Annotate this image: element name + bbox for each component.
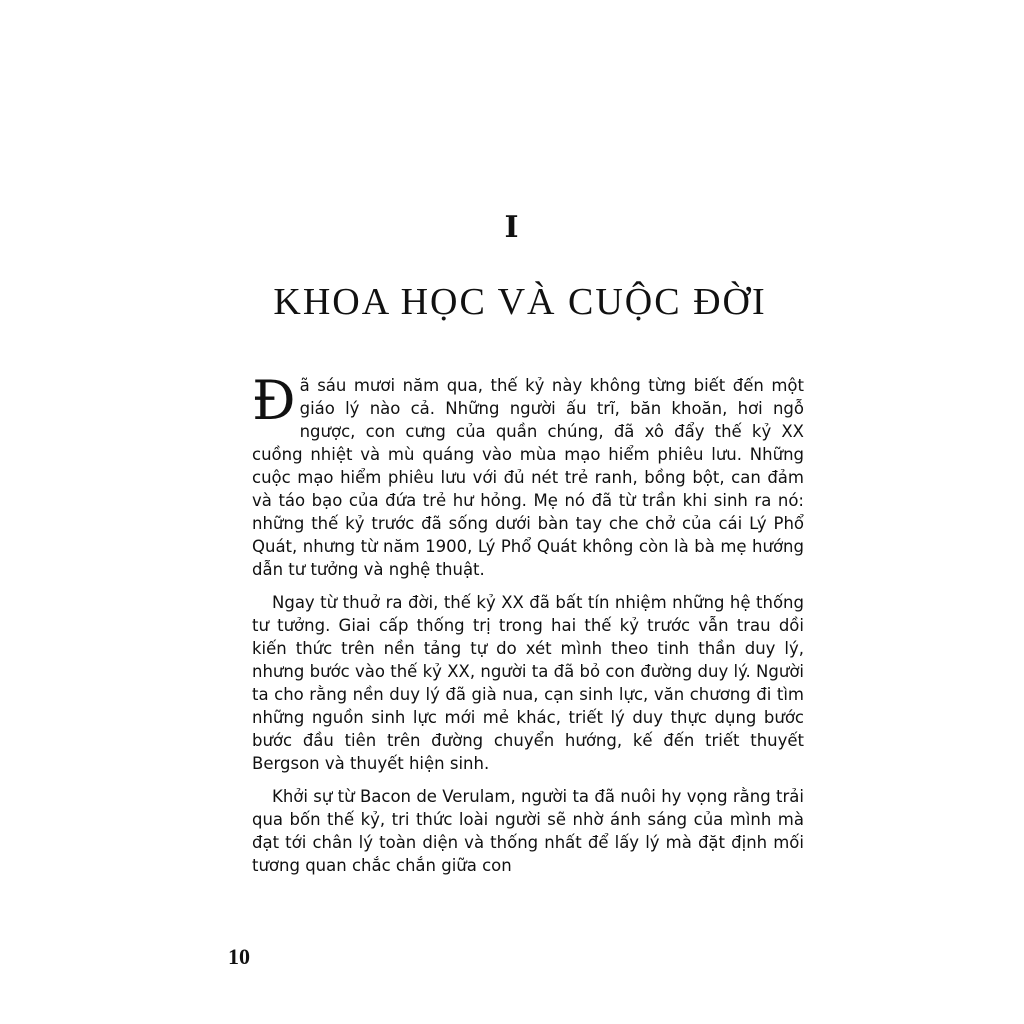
drop-cap: Đ [252, 369, 296, 432]
paragraph-1 [252, 369, 804, 581]
paragraph-3: Khởi sự từ Bacon de Verulam, người ta đã nuôi hy vọng rằng trải qua bốn thế kỷ, tri thức loài người sẽ nhờ ánh sáng của mình mà đạt tới chân lý toàn diện và thống nhất để lấy lý mà đặt định mối tương quan chắc chắn giữa con [252, 787, 804, 875]
paragraph-1-text: ã sáu mươi năm qua, thế kỷ này không từng biết đến một giáo lý nào cả. Những người ấu trĩ, băn khoăn, hơi ngỗ ngược, con cưng của quần chúng, đã xô đẩy thế kỷ XX cuồng nhiệt và mù quáng vào mùa mạo hiểm phiêu lưu. Những cuộc mạo hiểm phiêu lưu với đủ nét trẻ ranh, bồng bột, can đảm và táo bạo của đứa trẻ hư hỏng. Mẹ nó đã từ trần khi sinh ra nó: những thế kỷ trước đã sống dưới bàn tay che chở của cái Lý Phổ Quát, nhưng từ năm 1900, Lý Phổ Quát không còn là bà mẹ hướng dẫn tư tưởng và nghệ thuật. [252, 376, 804, 579]
paragraph-2: Ngay từ thuở ra đời, thế kỷ XX đã bất tín nhiệm những hệ thống tư tưởng. Giai cấp thống trị trong hai thế kỷ trước vẫn trau dồi kiến thức trên nền tảng tự do xét mình theo tinh thần duy lý, nhưng bước vào thế kỷ XX, người ta đã bỏ con đường duy lý. Người ta cho rằng nền duy lý đã già nua, cạn sinh lực, văn chương đi tìm những nguồn sinh lực mới mẻ khác, triết lý duy thực dụng bước bước đầu tiên trên đường chuyển hướng, kế đến triết thuyết Bergson và thuyết hiện sinh. [252, 593, 804, 773]
page-number: 10 [228, 944, 250, 969]
body-text [252, 369, 804, 887]
chapter-title: KHOA HỌC VÀ CUỘC ĐỜI [273, 281, 767, 323]
chapter-number: I [504, 210, 520, 245]
